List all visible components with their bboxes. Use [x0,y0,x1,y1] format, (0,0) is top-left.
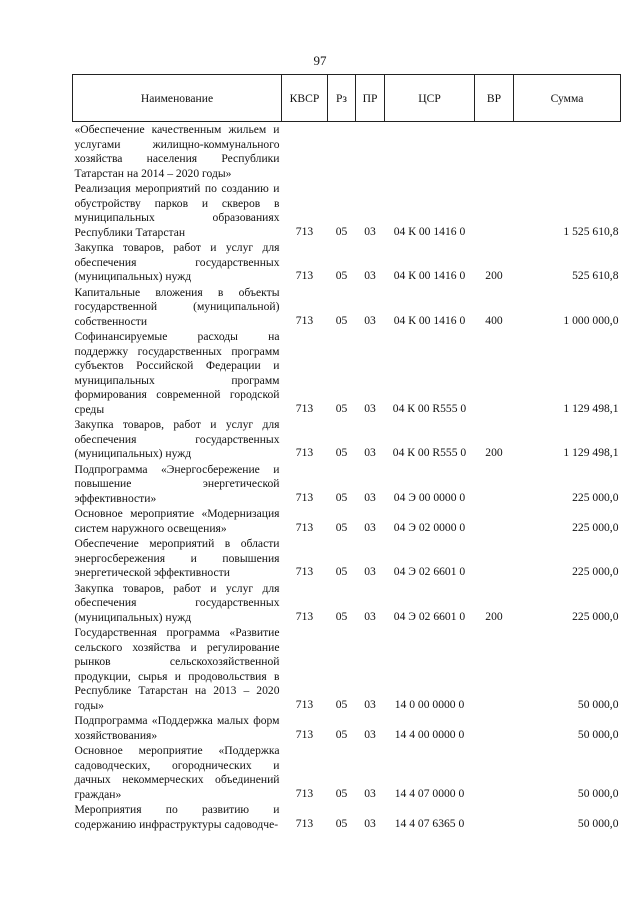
header-pr: ПР [356,75,385,122]
row-name: Закупка товаров, работ и услуг для обеспечения государственных (муниципальных) нужд [74,581,280,624]
row-kvsr [282,122,328,182]
row-csr: 04 К 00 R555 0 [392,401,467,415]
table-row [73,536,621,581]
header-name: Наименование [73,75,282,122]
row-csr: 04 Э 02 0000 0 [393,520,466,534]
row-rz: 05 [335,727,348,741]
row-vr [475,122,514,182]
row-pr: 03 [364,786,376,800]
row-vr [475,181,514,240]
row-sum: 1 000 000,0 [563,313,619,327]
row-rz: 05 [335,446,348,459]
header-sum: Сумма [514,75,621,122]
page-number: 97 [313,53,327,68]
row-vr [475,462,514,507]
row-csr [385,122,475,182]
row-name: Основное мероприятие «Поддержка садоводческих, огороднических и дачных некоммерческих объединений граждан» [74,744,280,801]
row-name: Подпрограмма «Поддержка малых форм хозяйствования» [74,714,280,742]
row-vr: 200 [485,609,503,623]
row-vr [475,329,514,417]
row-csr: 14 0 00 0000 0 [394,697,465,711]
row-csr: 04 К 00 R555 0 [392,446,467,459]
row-sum: 225 000,0 [572,609,619,623]
table-row [73,285,621,330]
row-pr [356,122,385,182]
row-name: Подпрограмма «Энергосбережение и повышение энергетической эффективности» [74,462,280,505]
budget-table [72,74,621,832]
row-kvsr: 713 [295,816,314,830]
row-pr: 03 [364,446,376,459]
row-sum: 525 610,8 [572,269,619,282]
row-pr: 03 [364,565,376,578]
row-csr: 04 К 00 1416 0 [393,269,466,282]
row-rz: 05 [335,401,348,415]
header-vr: ВР [475,75,514,122]
row-vr [475,506,514,536]
row-pr: 03 [364,269,376,282]
row-rz: 05 [335,697,348,711]
row-pr: 03 [364,697,376,711]
table-row [73,506,621,536]
row-csr: 14 4 07 0000 0 [394,786,465,800]
row-rz: 05 [335,224,348,238]
row-csr: 04 К 00 1416 0 [393,313,466,327]
row-sum: 1 525 610,8 [563,224,619,238]
row-sum: 225 000,0 [572,490,619,504]
row-rz: 05 [335,565,348,578]
row-pr: 03 [364,816,376,830]
row-csr: 14 4 07 6365 0 [394,816,465,830]
header-rz: Рз [328,75,356,122]
row-kvsr: 713 [295,727,314,741]
row-kvsr: 713 [295,609,314,623]
table-row [73,122,621,182]
header-kvsr: КВСР [282,75,328,122]
row-kvsr: 713 [295,401,314,415]
row-sum: 50 000,0 [577,786,619,800]
row-pr: 03 [364,401,376,415]
row-vr: 200 [485,269,503,282]
row-pr: 03 [364,520,376,534]
row-name: Капитальные вложения в объекты государственной (муниципальной) собственности [74,285,280,328]
row-sum: 225 000,0 [572,520,619,534]
row-name: «Обеспечение качественным жильем и услугами жилищно-коммунального хозяйства населения Республики Татарстан на 2014 – 2020 годы» [74,123,280,180]
row-rz: 05 [335,490,348,504]
row-csr: 04 К 00 1416 0 [393,224,466,238]
row-pr: 03 [364,224,376,238]
table-row [73,713,621,743]
table-row [73,625,621,713]
row-name: Софинансируемые расходы на поддержку государственных программ субъектов Российской Федерации и муниципальных программ формирования современной городской среды [74,330,280,416]
row-vr: 400 [485,313,503,327]
table-row [73,743,621,802]
row-csr: 04 Э 00 0000 0 [393,490,466,504]
row-kvsr: 713 [295,786,314,800]
row-vr [475,536,514,581]
row-rz: 05 [335,786,348,800]
row-rz: 05 [335,520,348,534]
row-kvsr: 713 [295,269,314,282]
row-kvsr: 713 [295,313,314,327]
row-kvsr: 713 [295,520,314,534]
table-header-row [73,75,621,122]
table-row [73,802,621,832]
row-name: Основное мероприятие «Модернизация систем наружного освещения» [74,507,280,535]
row-kvsr: 713 [295,224,314,238]
row-rz: 05 [335,313,348,327]
row-sum: 1 129 498,1 [563,446,619,459]
table-row [73,462,621,507]
row-kvsr: 713 [295,490,314,504]
row-vr [475,625,514,713]
row-rz: 05 [335,269,348,282]
row-sum: 1 129 498,1 [563,401,619,415]
row-name: Закупка товаров, работ и услуг для обеспечения государственных (муниципальных) нужд [74,241,280,283]
row-name: Обеспечение мероприятий в области энергосбережения и повышения энергетической эффективности [74,537,280,579]
row-name: Государственная программа «Развитие сельского хозяйства и регулирование рынков сельскохозяйственной продукции, сырья и продовольствия в Республике Татарстан на 2013 – 2020 годы» [74,626,280,712]
table-row [73,329,621,417]
row-pr: 03 [364,490,376,504]
row-sum: 225 000,0 [572,565,619,578]
row-vr: 200 [485,446,503,459]
row-csr: 04 Э 02 6601 0 [393,565,466,578]
row-vr [475,802,514,832]
row-pr: 03 [364,609,376,623]
table-row [73,417,621,462]
row-sum: 50 000,0 [577,816,619,830]
row-csr: 04 Э 02 6601 0 [393,609,466,623]
row-rz [328,122,356,182]
row-kvsr: 713 [295,697,314,711]
row-sum [514,122,621,182]
table-row [73,581,621,626]
table-row [73,240,621,285]
table-row [73,181,621,240]
row-pr: 03 [364,727,376,741]
row-kvsr: 713 [295,446,314,459]
header-csr: ЦСР [385,75,475,122]
row-vr [475,713,514,743]
row-name: Закупка товаров, работ и услуг для обеспечения государственных (муниципальных) нужд [74,418,280,460]
row-sum: 50 000,0 [577,697,619,711]
row-rz: 05 [335,816,348,830]
row-name: Мероприятия по развитию и содержанию инфраструктуры садоводче- [74,803,280,831]
row-csr: 14 4 00 0000 0 [394,727,465,741]
row-pr: 03 [364,313,376,327]
row-sum: 50 000,0 [577,727,619,741]
row-name: Реализация мероприятий по созданию и обустройству парков и скверов в муниципальных образованиях Республики Татарстан [74,182,280,239]
row-rz: 05 [335,609,348,623]
row-kvsr: 713 [295,565,314,578]
row-vr [475,743,514,802]
